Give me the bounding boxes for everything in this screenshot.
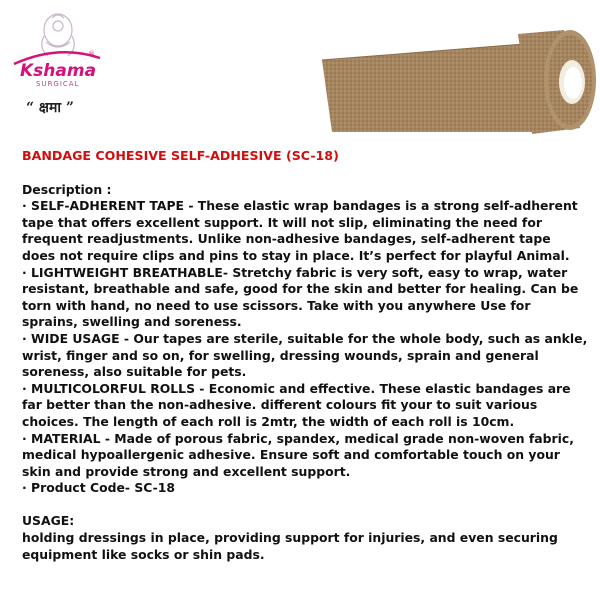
- point-product-code: · Product Code- SC-18: [22, 480, 176, 496]
- spacer: [22, 497, 588, 514]
- usage-label: USAGE:: [22, 513, 75, 529]
- svg-text:Kshama: Kshama: [20, 61, 97, 81]
- kshama-logo-icon: [8, 8, 108, 118]
- point-multicolor: · MULTICOLORFUL ROLLS - Economic and effective. These elastic bandages are far better than the non-adhesive. different colours fit your to suit various choices. The length of each roll is 2mtr, the width of each roll is 10cm.: [22, 380, 571, 429]
- usage-text: holding dressings in place, providing support for injuries, and even securing equipment like socks or shin pads.: [22, 530, 558, 562]
- point-lightweight: · LIGHTWEIGHT BREATHABLE- Stretchy fabric is very soft, easy to wrap, water resistant, breathable and safe, good for the skin and better for healing. Can be torn with hand, no need to use scissors. Take with you anywhere Use for sprains, swelling and soreness.: [22, 264, 579, 330]
- svg-text:®: ®: [88, 50, 95, 58]
- point-wide-usage: · WIDE USAGE - Our tapes are sterile, suitable for the whole body, such as ankle, wrist, finger and so on, for swelling, dressing wounds, sprain and general soreness, also suitable for pets.: [22, 330, 588, 380]
- point-material: · MATERIAL - Made of porous fabric, spandex, medical grade non-woven fabric, medical hypoallergenic adhesive. Ensure soft and comfortable touch on your skin and provide strong and excellent support.: [22, 430, 574, 479]
- description-label: Description :: [22, 181, 112, 197]
- brand-logo: [8, 8, 108, 118]
- product-image: [318, 4, 600, 142]
- point-self-adherent: · SELF-ADHERENT TAPE - These elastic wrap bandages is a strong self-adherent tape that offers excellent support. It will not slip, eliminating the need for frequent readjustments. Unlike non-adhesive bandages, self-adherent tape does not require clips and pins to stay in place. It’s perfect for playful Animal.: [22, 198, 578, 263]
- product-description: [22, 148, 588, 563]
- bandage-roll-icon: [318, 4, 600, 142]
- product-title: BANDAGE COHESIVE SELF-ADHESIVE (SC-18): [22, 148, 339, 163]
- svg-text:SURGICAL: SURGICAL: [36, 80, 80, 88]
- svg-text:“ क्षमा ”: “ क्षमा ”: [26, 100, 74, 116]
